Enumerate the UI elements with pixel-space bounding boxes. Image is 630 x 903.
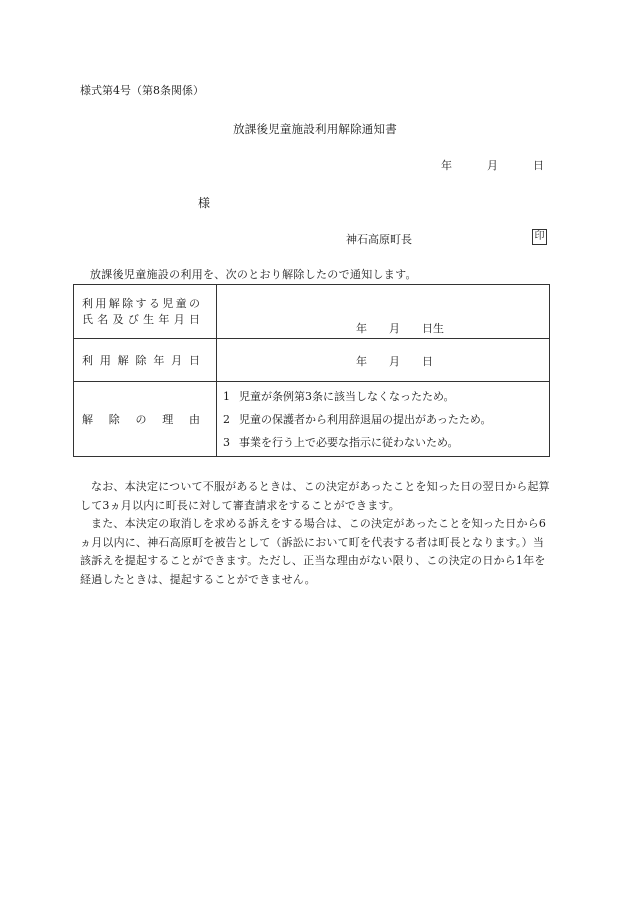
child-info-label-char: 用 — [95, 296, 107, 310]
child-info-label-char: 生 — [143, 312, 155, 326]
reason-text: 事業を行う上で必要な指示に従わないため。 — [239, 435, 459, 449]
issuer-name: 神石高原町長 — [346, 233, 412, 246]
table-row-cancel-date — [74, 339, 550, 382]
child-info-label-line2 — [82, 312, 200, 328]
cancellation-table — [73, 284, 550, 457]
child-info-label-char: 氏 — [82, 312, 93, 326]
child-info-label-char: る — [148, 296, 160, 310]
child-info-label-char: 利 — [82, 296, 93, 310]
reason-label-char: 除 — [108, 413, 120, 426]
day-label: 日 — [533, 159, 544, 172]
cancel-date-label-char: 日 — [188, 354, 200, 367]
note-paragraph: また、本決定の取消しを求める訴えをする場合は、この決定があったことを知った日から6ヵ月以内に、神石高原町を被告として（訴訟において町を代表する者は町長となります。）当該訴えを提起することができます。ただし、正当な理由がない限り、この決定の日から1年を経過したときは、提起することができません。 — [80, 517, 547, 586]
cancel-date-label — [74, 339, 217, 382]
reason-number: 3 — [223, 435, 230, 449]
child-info-label-char: 日 — [188, 312, 200, 326]
child-info-label-char: 解 — [108, 296, 120, 310]
child-info-label-char: 童 — [175, 296, 187, 310]
child-info-label-char: 月 — [173, 312, 185, 326]
child-info-label-char: 除 — [122, 296, 134, 310]
table-row-reason — [74, 382, 550, 457]
reason-label-char: の — [135, 413, 147, 426]
cancel-date-label-char: 用 — [99, 354, 111, 367]
document-title: 放課後児童施設利用解除通知書 — [233, 122, 397, 136]
reason-item[interactable] — [223, 431, 549, 454]
cancel-date-placeholder: 年 月 日 — [356, 355, 433, 368]
month-label: 月 — [487, 159, 498, 172]
child-info-label-char: 児 — [162, 296, 174, 310]
cancel-date-label-char: 年 — [153, 354, 165, 367]
reason-label-text — [82, 411, 200, 427]
reason-list — [217, 385, 549, 454]
reason-value — [217, 382, 550, 457]
child-info-label — [74, 285, 217, 339]
child-info-label-char: 及 — [112, 312, 124, 326]
child-info-label-char: び — [127, 312, 139, 326]
child-info-value[interactable] — [217, 285, 550, 339]
reason-label-char: 由 — [189, 413, 200, 426]
reason-number: 1 — [223, 389, 230, 403]
reason-item[interactable] — [223, 385, 549, 408]
addressee-suffix: 様 — [198, 196, 211, 210]
cancel-date-label-char: 月 — [171, 354, 183, 367]
cancel-date-label-text — [82, 352, 200, 368]
cancel-date-label-char: 除 — [135, 354, 147, 367]
reason-number: 2 — [223, 412, 230, 426]
reason-label-char: 理 — [162, 413, 174, 426]
form-number: 様式第4号（第8条関係） — [80, 84, 204, 97]
reason-item[interactable] — [223, 408, 549, 431]
reason-text: 児童の保護者から利用辞退届の提出があったため。 — [239, 412, 492, 426]
intro-text: 放課後児童施設の利用を、次のとおり解除したので通知します。 — [90, 268, 417, 281]
child-info-label-char: の — [189, 296, 200, 310]
issue-date-line — [441, 157, 544, 173]
child-info-label-char: 名 — [97, 312, 109, 326]
reason-label — [74, 382, 217, 457]
notes-section — [80, 478, 550, 589]
child-info-label-line1 — [82, 296, 200, 312]
reason-label-char: 解 — [82, 413, 93, 426]
cancel-date-label-char: 解 — [117, 354, 129, 367]
table-row-child-info — [74, 285, 550, 339]
note-paragraph: なお、本決定について不服があるときは、この決定があったことを知った日の翌日から起算して3ヵ月以内に町長に対して審査請求をすることができます。 — [80, 480, 550, 512]
reason-text: 児童が条例第3条に該当しなくなったため。 — [239, 389, 455, 403]
cancel-date-label-char: 利 — [82, 354, 93, 367]
birth-date-placeholder: 年 月 日生 — [356, 322, 444, 335]
seal-mark: 印 — [532, 229, 547, 245]
year-label: 年 — [441, 159, 452, 172]
cancel-date-value[interactable] — [217, 339, 550, 382]
child-info-label-char: す — [135, 296, 147, 310]
child-info-label-char: 年 — [158, 312, 170, 326]
